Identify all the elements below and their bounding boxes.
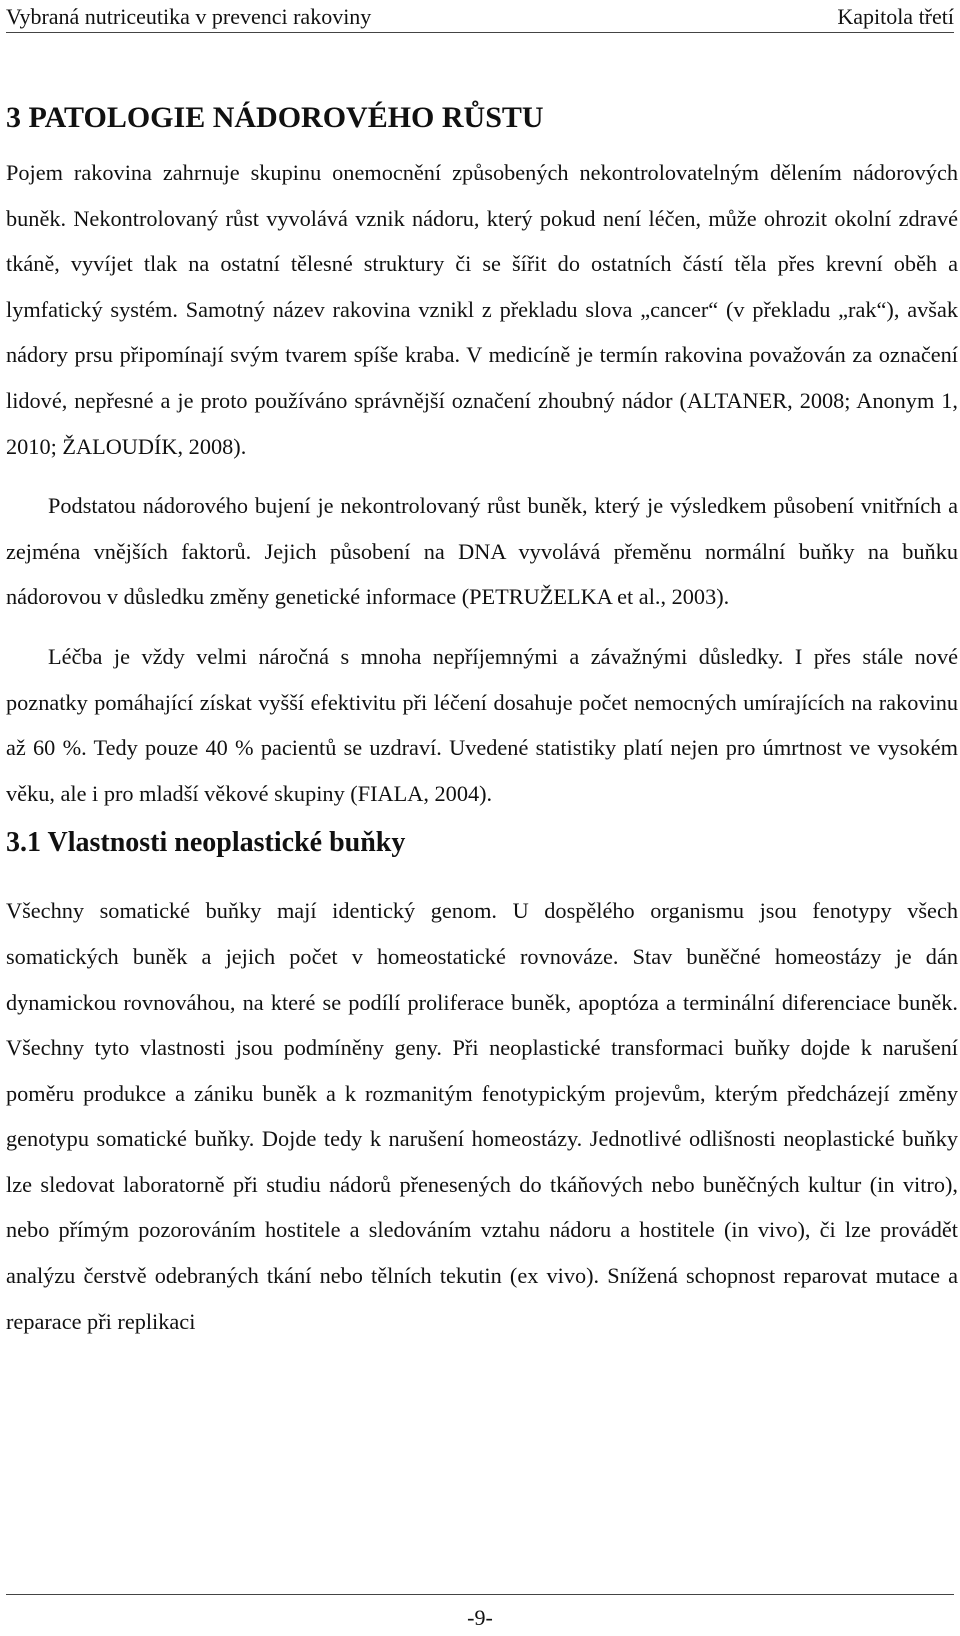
page-body [6, 98, 958, 1344]
header-book-title: Vybraná nutriceutika v prevenci rakoviny [6, 4, 372, 29]
page-number: -9- [467, 1605, 493, 1630]
body-paragraph: Léčba je vždy velmi náročná s mnoha nepříjemnými a závažnými důsledky. I přes stále nové poznatky pomáhající získat vyšší efektivitu při léčení dosahuje počet nemocných umírajících na rakovinu až 60 %. Tedy pouze 40 % pacientů se uzdraví. Uvedené statistiky platí nejen pro úmrtnost ve vysokém věku, ale i pro mladší věkové skupiny (FIALA, 2004). [6, 643, 958, 806]
body-paragraph: Pojem rakovina zahrnuje skupinu onemocnění způsobených nekontrolovatelným dělením nádorových buněk. Nekontrolovaný růst vyvolává vznik nádoru, který pokud není léčen, může ohrozit okolní zdravé tkáně, vyvíjet tlak na ostatní tělesné struktury či se šířit do ostatních částí těla přes krevní oběh a lymfatický systém. Samotný název rakovina vznikl z překladu slova „cancer“ (v překladu „rak“), avšak nádory prsu připomínají svým tvarem spíše kraba. V medicíně je termín rakovina považován za označení lidové, nepřesné a je proto používáno správnější označení zhoubný nádor (ALTANER, 2008; Anonym 1, 2010; ŽALOUDÍK, 2008). [6, 160, 958, 459]
running-header [6, 2, 954, 33]
section-heading: 3.1 Vlastnosti neoplastické buňky [6, 827, 406, 859]
footer-divider [6, 1594, 954, 1595]
body-paragraph: Podstatou nádorového bujení je nekontrolovaný růst buněk, který je výsledkem působení vnitřních a zejména vnějších faktorů. Jejich působení na DNA vyvolává přeměnu normální buňky na buňku nádorovou v důsledku změny genetické informace (PETRUŽELKA et al., 2003). [6, 493, 958, 610]
paragraph-spacer [6, 469, 958, 483]
header-chapter-label: Kapitola třetí [837, 4, 954, 29]
section-paragraph: Všechny somatické buňky mají identický genom. U dospělého organismu jsou fenotypy všech somatických buněk a jejich počet v homeostatické rovnováze. Stav buněčné homeostázy je dán dynamickou rovnováhou, na které se podílí proliferace buněk, apoptóza a terminální diferenciace buněk. Všechny tyto vlastnosti jsou podmíněny geny. Při neoplastické transformaci buňky dojde k narušení poměru produkce a zániku buněk a k rozmanitým fenotypickým projevům, kterým předcházejí změny genotypu somatické buňky. Dojde tedy k narušení homeostázy. Jednotlivé odlišnosti neoplastické buňky lze sledovat laboratorně při studiu nádorů přenesených do tkáňových nebo buněčných kultur (in vitro), nebo přímým pozorováním hostitele a sledováním vztahu nádoru a hostitele (in vivo), či lze provádět analýzu čerstvě odebraných tkání nebo tělních tekutin (ex vivo). Snížená schopnost reparovat mutace a reparace při replikaci [6, 898, 958, 1334]
paragraph-spacer [6, 620, 958, 634]
chapter-heading: 3 PATOLOGIE NÁDOROVÉHO RŮSTU [6, 101, 544, 134]
